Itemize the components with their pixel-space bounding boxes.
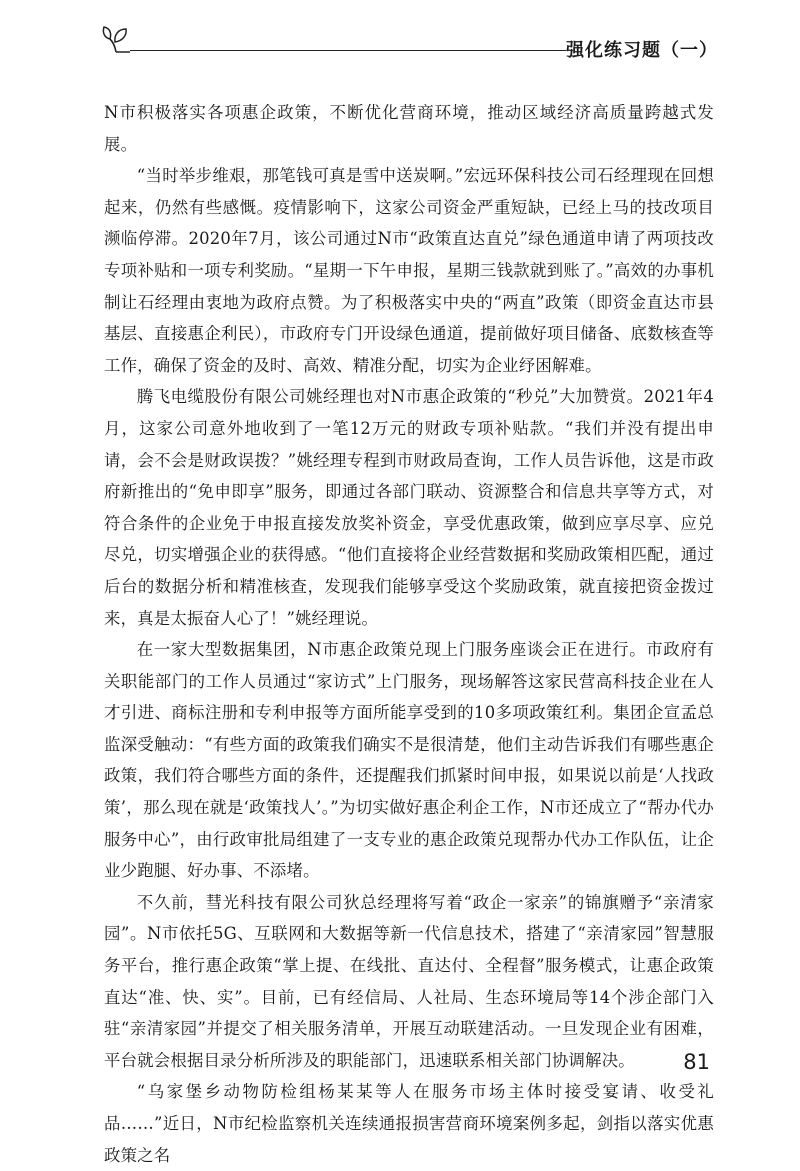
paragraph-4: 在一家大型数据集团，N市惠企政策兑现上门服务座谈会正在进行。市政府有关职能部门的工作人员通过“家访式”上门服务，现场解答这家民营高科技企业在人才引进、商标注册和专利申报等方面所能享受到的10多项政策红利。集团企宣孟总监深受触动：“有些方面的政策我们确实不是很清楚，他们主动告诉我们有哪些惠企政策，我们符合哪些方面的条件，还提醒我们抓紧时间申报，如果说以前是‘人找政策’，那么现在就是‘政策找人’。”为切实做好惠企利企工作，N市还成立了“帮办代办服务中心”，由行政审批局组建了一支专业的惠企政策兑现帮办代办工作队伍，让企业少跑腿、好办事、不添堵。: [104, 640, 714, 881]
sprout-icon: [100, 22, 134, 56]
section-title: 强化练习题（一）: [566, 40, 718, 61]
paragraph-1: N市积极落实各项惠企政策，不断优化营商环境，推动区域经济高质量跨越式发展。: [104, 103, 714, 154]
paragraph-3: 腾飞电缆股份有限公司姚经理也对N市惠企政策的“秒兑”大加赞赏。2021年4月，这家公司意外地收到了一笔12万元的财政专项补贴款。“我们并没有提出申请，会不会是财政误拨？”姚经理专程到市财政局查询，工作人员告诉他，这是市政府新推出的“免申即享”服务，即通过各部门联动、资源整合和信息共享等方式，对符合条件的企业免于申报直接发放奖补资金，享受优惠政策，做到应享尽享、应兑尽兑，切实增强企业的获得感。“他们直接将企业经营数据和奖励政策相匹配，通过后台的数据分析和精准核查，发现我们能够享受这个奖励政策，就直接把资金拨过来，真是太振奋人心了！”姚经理说。: [104, 387, 714, 628]
header-rule: [130, 50, 566, 51]
page-number: 81: [683, 1050, 710, 1074]
running-header: [100, 22, 718, 62]
paragraph-5: 不久前，彗光科技有限公司狄总经理将写着“政企一家亲”的锦旗赠予“亲清家园”。N市依托5G、互联网和大数据等新一代信息技术，搭建了“亲清家园”智慧服务平台，推行惠企政策“掌上提、在线批、直达付、全程督”服务模式，让惠企政策直达“准、快、实”。目前，已有经信局、人社局、生态环境局等14个涉企部门入驻“亲清家园”并提交了相关服务清单，开展互动联建活动。一旦发现企业有困难，平台就会根据目录分析所涉及的职能部门，迅速联系相关部门协调解决。: [104, 892, 714, 1070]
paragraph-6: “乌家堡乡动物防检组杨某某等人在服务市场主体时接受宴请、收受礼品……”近日，N市纪检监察机关连续通报损害营商环境案例多起，剑指以落实优惠政策之名: [104, 1082, 714, 1165]
body-text: [104, 97, 714, 1171]
paragraph-2: “当时举步维艰，那笔钱可真是雪中送炭啊。”宏远环保科技公司石经理现在回想起来，仍然有些感慨。疫情影响下，这家公司资金严重短缺，已经上马的技改项目濒临停滞。2020年7月，该公司通过N市“政策直达直兑”绿色通道申请了两项技改专项补贴和一项专利奖励。“星期一下午申报，星期三钱款就到账了。”高效的办事机制让石经理由衷地为政府点赞。为了积极落实中央的“两直”政策（即资金直达市县基层、直接惠企利民），市政府专门开设绿色通道，提前做好项目储备、底数核查等工作，确保了资金的及时、高效、精准分配，切实为企业纾困解难。: [104, 166, 714, 375]
